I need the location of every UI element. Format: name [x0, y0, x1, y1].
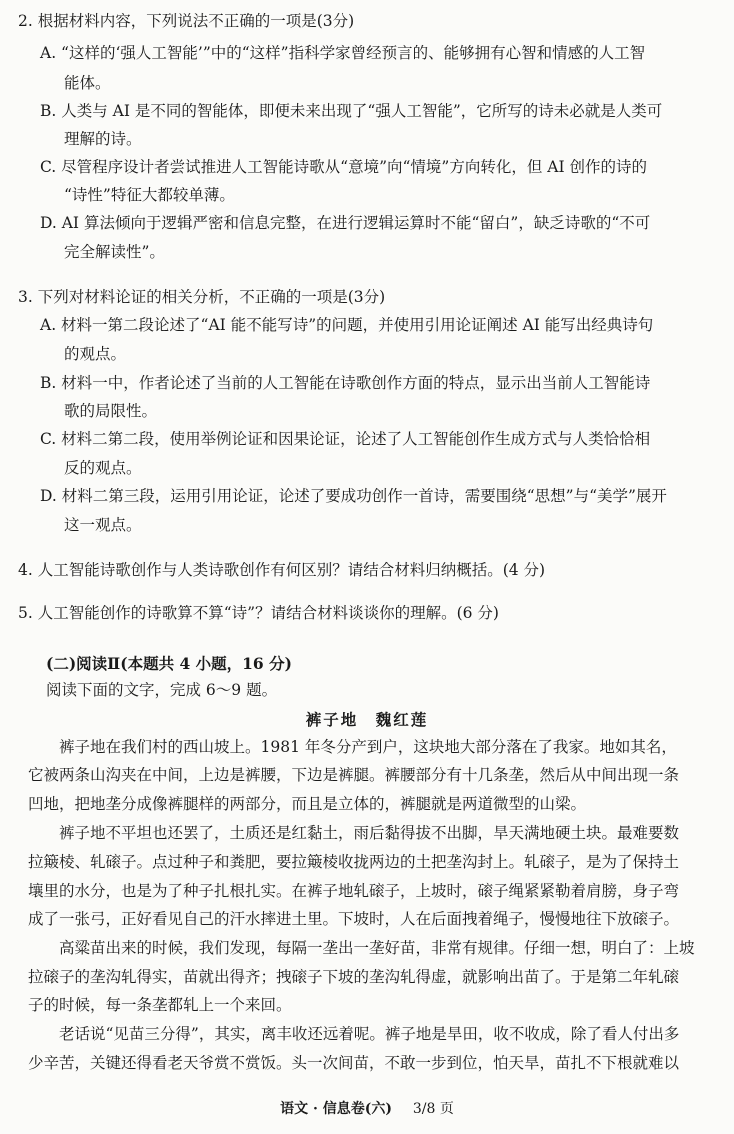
- passage-line: 裤子地在我们村的西山坡上。1981 年冬分产到户，这块地大部分落在了我家。地如其名，: [28, 738, 677, 756]
- passage-line: 它被两条山沟夹在中间，上边是裤腰，下边是裤腿。裤腰部分有十几条垄，然后从中间出现一条: [28, 766, 680, 784]
- page-footer: [0, 1102, 734, 1116]
- q4-stem: 4. 人工智能诗歌创作与人类诗歌创作有何区别？请结合材料归纳概括。(4 分): [18, 561, 546, 579]
- q2-option-b-cont: 理解的诗。: [64, 130, 142, 148]
- q5-stem: 5. 人工智能创作的诗歌算不算“诗”？请结合材料谈谈你的理解。(6 分): [18, 604, 499, 622]
- footer-page-number: 3/8 页: [412, 1101, 454, 1117]
- q3-option-a-cont: 的观点。: [64, 345, 127, 363]
- q2-option-a-cont: 能体。: [64, 74, 111, 92]
- q2-option-c: C. 尽管程序设计者尝试推进人工智能诗歌从“意境”向“情境”方向转化，但 AI 创作的诗的: [40, 158, 648, 176]
- passage-line: 子的时候，每一条垄都轧上一个来回。: [28, 996, 292, 1014]
- passage-line: 老话说“见苗三分得”，其实，离丰收还远着呢。裤子地是旱田，收不收成，除了看人付出多: [28, 1025, 680, 1043]
- q3-option-b: B. 材料一中，作者论述了当前的人工智能在诗歌创作方面的特点，显示出当前人工智能诗: [40, 374, 651, 392]
- q2-option-d-cont: 完全解读性”。: [64, 243, 165, 261]
- section-heading: (二)阅读Ⅱ(本题共 4 小题，16 分): [46, 654, 292, 673]
- passage-line: 高粱苗出来的时候，我们发现，每隔一垄出一垄好苗，非常有规律。仔细一想，明白了：上坡: [28, 939, 695, 957]
- q3-stem: 3. 下列对材料论证的相关分析，不正确的一项是(3分): [18, 288, 386, 306]
- q3-option-a: A. 材料一第二段论述了“AI 能不能写诗”的问题，并使用引用论证阐述 AI 能写出经典诗句: [40, 316, 654, 334]
- section-instruction: 阅读下面的文字，完成 6～9 题。: [46, 681, 278, 699]
- passage-line: 拉簸棱、轧磙子。点过种子和粪肥，要拉簸棱收拢两边的土把垄沟封上。轧磙子，是为了保持土: [28, 853, 680, 871]
- q3-option-b-cont: 歌的局限性。: [64, 402, 158, 420]
- q3-option-c: C. 材料二第二段，使用举例论证和因果论证，论述了人工智能创作生成方式与人类恰恰相: [40, 430, 651, 448]
- q3-option-d: D. 材料二第三段，运用引用论证，论述了要成功创作一首诗，需要围绕“思想”与“美学”展开: [40, 487, 667, 505]
- q2-option-a: A. “这样的‘强人工智能’”中的“这样”指科学家曾经预言的、能够拥有心智和情感的人工智: [40, 44, 646, 62]
- passage-line: 成了一张弓，正好看见自己的汗水摔进土里。下坡时，人在后面拽着绳子，慢慢地往下放磙子。: [28, 910, 680, 928]
- passage-line: 凹地，把地垄分成像裤腿样的两部分，而且是立体的，裤腿就是两道微型的山梁。: [28, 795, 587, 813]
- q2-option-b: B. 人类与 AI 是不同的智能体，即便未来出现了“强人工智能”，它所写的诗未必就是人类可: [40, 102, 663, 120]
- q3-option-d-cont: 这一观点。: [64, 516, 142, 534]
- passage-line: 裤子地不平坦也还罢了，土质还是红黏土，雨后黏得拔不出脚，旱天满地硬土块。最难要数: [28, 824, 680, 842]
- passage-line: 壤里的水分，也是为了种子扎根扎实。在裤子地轧磙子，上坡时，磙子绳紧紧勒着肩膀，身子弯: [28, 882, 680, 900]
- footer-subject: 语文 · 信息卷(六): [280, 1101, 392, 1117]
- q2-option-d: D. AI 算法倾向于逻辑严密和信息完整，在进行逻辑运算时不能“留白”，缺乏诗歌的“不可: [40, 214, 651, 232]
- passage-line: 拉磙子的垄沟轧得实，苗就出得齐；拽磙子下坡的垄沟轧得虚，就影响出苗了。于是第二年轧磙: [28, 968, 680, 986]
- passage-line: 少辛苦，关键还得看老天爷赏不赏饭。头一次间苗，不敢一步到位，怕天旱，苗扎不下根就难以: [28, 1054, 680, 1072]
- passage-title: 裤子地 魏红莲: [305, 710, 429, 729]
- q3-option-c-cont: 反的观点。: [64, 459, 142, 477]
- q2-stem: 2. 根据材料内容，下列说法不正确的一项是(3分): [18, 12, 355, 30]
- q2-option-c-cont: “诗性”特征大都较单薄。: [64, 186, 235, 204]
